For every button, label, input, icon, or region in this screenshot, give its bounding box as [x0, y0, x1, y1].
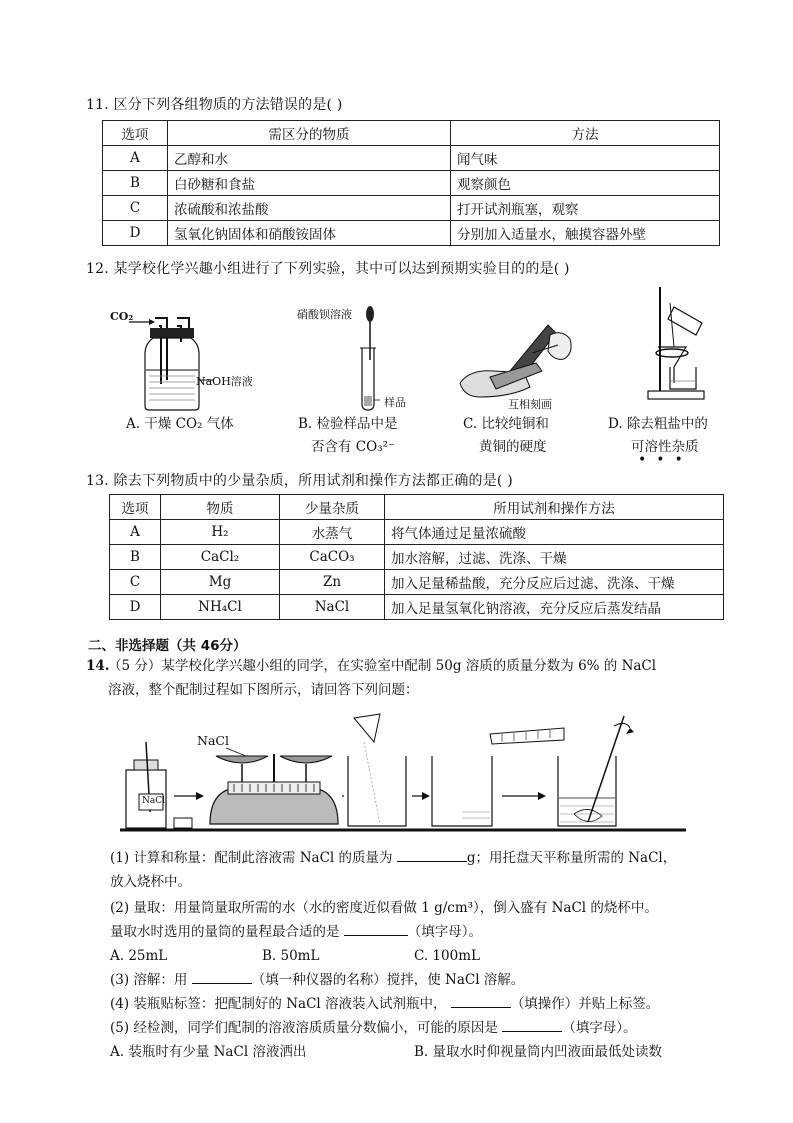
q14-p2-opt-c: C. 100mL: [414, 948, 480, 964]
table-header-row: [110, 495, 724, 520]
answer-blank-1[interactable]: [397, 847, 467, 862]
table-header: 方法: [451, 121, 720, 146]
option-a: A. 干燥 CO₂ 气体: [126, 416, 234, 432]
q14-p3-text-b: （填一种仪器的名称）搅拌，使 NaCl 溶解。: [251, 972, 525, 988]
q14-p5-text-b: （填字母）。: [562, 1020, 637, 1036]
table-cell: NaCl: [280, 595, 385, 620]
table-cell: 加水溶解，过滤、洗涤、干燥: [385, 545, 724, 570]
q14-p4-text-b: （填操作）并贴上标签。: [510, 996, 660, 1012]
table-cell: 水蒸气: [280, 520, 385, 545]
table-row: [110, 595, 724, 620]
table-cell: B: [110, 545, 161, 570]
q14-p5-line: [110, 1016, 636, 1040]
table-row: [103, 221, 720, 246]
table-cell: 将气体通过足量浓硫酸: [385, 520, 724, 545]
q11-title: 11. 区分下列各组物质的方法错误的是( ): [86, 97, 343, 113]
table-cell: A: [103, 146, 168, 171]
q14-p1-text-a: (1) 计算和称量：配制此溶液需 NaCl 的质量为: [110, 850, 393, 866]
q14-p1-line2: 放入烧杯中。: [110, 874, 191, 890]
q14-p5-opt-b: B. 量取水时仰视量筒内凹液面最低处读数: [414, 1044, 663, 1060]
q13-title: 13. 除去下列物质中的少量杂质，所用试剂和操作方法都正确的是( ): [86, 473, 513, 489]
q14-p2-opt-a: A. 25mL: [110, 948, 168, 964]
option-b-line1: B. 检验样品中是: [298, 416, 398, 432]
scratching-plates-diagram: [450, 305, 580, 400]
naoh-label: NaOH溶液: [196, 375, 253, 388]
table-header: 选项: [110, 495, 161, 520]
option-b-line2: 否含有 CO₃²⁻: [311, 439, 396, 455]
section-title: 二、非选择题（共 46分）: [88, 638, 247, 654]
table-row: [110, 545, 724, 570]
table-row: [110, 570, 724, 595]
table-row: [110, 520, 724, 545]
table-row: [103, 196, 720, 221]
q14-p2-opt-b: B. 50mL: [262, 948, 320, 964]
option-c-line1: C. 比较纯铜和: [463, 416, 549, 432]
emphasis-dots: •••: [638, 452, 693, 468]
sample-label: 样品: [384, 396, 406, 409]
nacl-bottle-label: NaCl: [142, 796, 166, 806]
table-cell: NH₄Cl: [161, 595, 280, 620]
table-cell: 白砂糖和食盐: [168, 171, 451, 196]
table-cell: 加入足量稀盐酸，充分反应后过滤、洗涤、干燥: [385, 570, 724, 595]
answer-blank-5[interactable]: [502, 1017, 562, 1032]
q14-p2-line2: [110, 920, 482, 944]
q14-p1-text-b: g；用托盘天平称量所需的 NaCl，: [466, 850, 677, 866]
bano3-label: 硝酸钡溶液: [297, 308, 352, 321]
table-header: 选项: [103, 121, 168, 146]
table-cell: Mg: [161, 570, 280, 595]
table-cell: 分别加入适量水，触摸容器外壁: [451, 221, 720, 246]
table-header: 少量杂质: [280, 495, 385, 520]
option-d-line2: 可溶性杂质: [631, 439, 699, 455]
q14-p4-text-a: (4) 装瓶贴标签：把配制好的 NaCl 溶液装入试剂瓶中，: [110, 996, 447, 1012]
q13-table: [109, 494, 724, 620]
q14-number: 14.: [86, 658, 110, 674]
table-cell: Zn: [280, 570, 385, 595]
solution-preparation-diagram: [118, 712, 688, 837]
q14-intro-line1: （5 分）某学校化学兴趣小组的同学，在实验室中配制 50g 溶质的质量分数为 6% 的 NaCl: [108, 658, 657, 674]
option-c-line2: 黄铜的硬度: [479, 439, 547, 455]
table-cell: 打开试剂瓶塞，观察: [451, 196, 720, 221]
q14-p3-line: [110, 968, 524, 992]
table-cell: A: [110, 520, 161, 545]
option-d-line1: D. 除去粗盐中的: [608, 416, 708, 432]
table-header: 物质: [161, 495, 280, 520]
table-cell: CaCO₃: [280, 545, 385, 570]
table-cell: D: [110, 595, 161, 620]
table-header: 需区分的物质: [168, 121, 451, 146]
table-cell: 乙醇和水: [168, 146, 451, 171]
q14-p4-line: [110, 992, 659, 1016]
table-cell: 浓硫酸和浓盐酸: [168, 196, 451, 221]
table-cell: 闻气味: [451, 146, 720, 171]
q14-p5-opt-a: A. 装瓶时有少量 NaCl 溶液洒出: [110, 1044, 307, 1060]
table-cell: C: [103, 196, 168, 221]
table-cell: C: [110, 570, 161, 595]
q14-p1-line1: [110, 846, 676, 870]
answer-blank-4[interactable]: [451, 993, 511, 1008]
q14-p5-text-a: (5) 经检测，同学们配制的溶液溶质质量分数偏小，可能的原因是: [110, 1020, 498, 1036]
table-cell: 观察颜色: [451, 171, 720, 196]
table-header: 所用试剂和操作方法: [385, 495, 724, 520]
q14-intro-line2: 溶液，整个配制过程如下图所示，请回答下列问题：: [108, 682, 419, 698]
table-cell: H₂: [161, 520, 280, 545]
q14-p2-text-b: 量取水时选用的量筒的量程最合适的是: [110, 924, 340, 940]
table-cell: CaCl₂: [161, 545, 280, 570]
q14-p3-text-a: (3) 溶解：用: [110, 972, 188, 988]
table-row: [103, 171, 720, 196]
table-row: [103, 146, 720, 171]
q11-table: [102, 120, 720, 246]
q14-p2-line1: (2) 量取：用量筒量取所需的水（水的密度近似看做 1 g/cm³），倒入盛有 NaCl 的烧杯中。: [110, 900, 658, 916]
table-cell: 氢氧化钠固体和硝酸铵固体: [168, 221, 451, 246]
co2-label: CO₂: [110, 310, 134, 323]
table-cell: B: [103, 171, 168, 196]
answer-blank-2[interactable]: [344, 921, 408, 936]
table-cell: D: [103, 221, 168, 246]
answer-blank-3[interactable]: [192, 969, 252, 984]
nacl-top-label: NaCl: [197, 733, 229, 748]
q14-p2-text-c: （填字母）。: [407, 924, 483, 940]
filtration-diagram: [640, 283, 720, 408]
q12-title: 12. 某学校化学兴趣小组进行了下列实验，其中可以达到预期实验目的的是( ): [86, 261, 570, 277]
table-cell: 加入足量氢氧化钠溶液，充分反应后蒸发结晶: [385, 595, 724, 620]
table-header-row: [103, 121, 720, 146]
scratch-label: 互相刻画: [508, 398, 552, 411]
